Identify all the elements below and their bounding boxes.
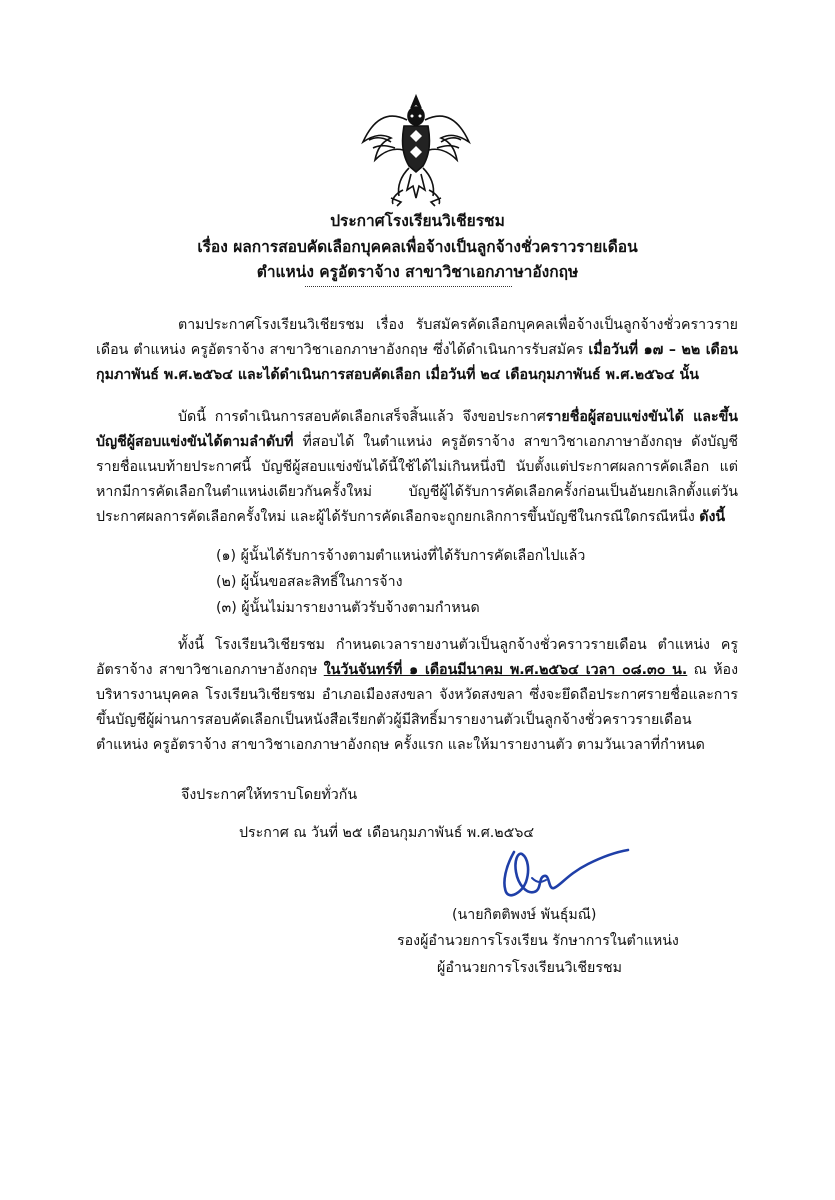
- paragraph-background: [96, 313, 738, 388]
- condition-item: (๒) ผู้นั้นขอสละสิทธิ์ในการจ้าง: [216, 574, 403, 590]
- condition-item: (๓) ผู้นั้นไม่มารายงานตัวรับจ้างตามกำหนด: [216, 600, 480, 616]
- signature-image: [492, 842, 632, 906]
- paragraph-text: ณ ห้องบริหารงานบุคคล โรงเรียนวิเชียรชม อำเภอเมืองสงขลา จังหวัดสงขลา ซึ่งจะยึดถือประกาศรายชื่อและการขึ้นบัญชีผู้ผ่านการสอบคัดเลือกเป็นหนังสือเรียกตัวผู้มีสิทธิ์มารายงานตัวเป็นลูกจ้างชั่วคราวรายเดือน ตำแหน่ง ครูอัตราจ้าง สาขาวิชาเอกภาษาอังกฤษ ครั้งแรก และให้มารายงานตัว ตามวันเวลาที่กำหนด: [96, 662, 738, 753]
- garuda-emblem: [357, 90, 475, 208]
- condition-item: (๑) ผู้นั้นได้รับการจ้างตามตำแหน่งที่ได้รับการคัดเลือกไปแล้ว: [216, 548, 586, 564]
- paragraph-bold-following: ดังนี้: [699, 509, 726, 525]
- position-title: ตำแหน่ง ครูอัตราจ้าง สาขาวิชาเอกภาษาอังกฤษ: [256, 263, 579, 281]
- paragraph-report-schedule: [96, 633, 738, 758]
- dotted-divider: [305, 286, 512, 287]
- paragraph-bold-dates: เมื่อวันที่ ๑๗ – ๒๒ เดือนกุมภาพันธ์ พ.ศ.๒๕๖๔ และได้ดำเนินการสอบคัดเลือก เมื่อวันที่ ๒๔ เดือนกุมภาพันธ์ พ.ศ.๒๕๖๔ นั้น: [96, 342, 738, 383]
- signer-position: รองผู้อำนวยการโรงเรียน รักษาการในตำแหน่ง: [397, 933, 679, 949]
- paragraph-text: บัดนี้ การดำเนินการสอบคัดเลือกเสร็จสิ้นแล้ว จึงขอประกาศ: [178, 409, 546, 425]
- signer-organization: ผู้อำนวยการโรงเรียนวิเชียรชม: [437, 960, 622, 976]
- announcement-date: ประกาศ ณ วันที่ ๒๕ เดือนกุมภาพันธ์ พ.ศ.๒๕๖๔: [239, 825, 535, 841]
- report-date-underlined: ในวันจันทร์ที่ ๑ เดือนมีนาคม พ.ศ.๒๕๖๔ เวลา ๐๘.๓๐ น.: [323, 662, 688, 678]
- paragraph-bold-list: รายชื่อผู้สอบแข่งขันได้ และขึ้นบัญชีผู้สอบแข่งขันได้ตามลำดับที่: [96, 409, 738, 450]
- paragraph-text: ตามประกาศโรงเรียนวิเชียรชม เรื่อง รับสมัครคัดเลือกบุคคลเพื่อจ้างเป็นลูกจ้างชั่วคราวรายเดือน ตำแหน่ง ครูอัตราจ้าง สาขาวิชาเอกภาษาอังกฤษ ซึ่งได้ดำเนินการรับสมัคร: [96, 317, 738, 358]
- announcement-subject: เรื่อง ผลการสอบคัดเลือกบุคคลเพื่อจ้างเป็นลูกจ้างชั่วคราวรายเดือน: [197, 238, 638, 256]
- closing-statement: จึงประกาศให้ทราบโดยทั่วกัน: [181, 787, 358, 803]
- signer-name: (นายกิตติพงษ์ พันธุ์มณี): [452, 907, 597, 923]
- announcement-title: ประกาศโรงเรียนวิเชียรชม: [330, 212, 505, 230]
- paragraph-results: [96, 405, 738, 530]
- paragraph-text: ทั้งนี้ โรงเรียนวิเชียรชม กำหนดเวลารายงานตัวเป็นลูกจ้างชั่วคราวรายเดือน ตำแหน่ง ครูอัตราจ้าง สาขาวิชาเอกภาษาอังกฤษ: [96, 637, 738, 678]
- paragraph-text: ที่สอบได้ ในตำแหน่ง ครูอัตราจ้าง สาขาวิชาเอกภาษาอังกฤษ ดังบัญชีรายชื่อแนบท้ายประกาศนี้ บัญชีผู้สอบแข่งขันได้นี้ใช้ได้ไม่เกินหนึ่งปี นับตั้งแต่ประกาศผลการคัดเลือก แต่หากมีการคัดเลือกในตำแหน่งเดียวกันครั้งใหม่ บัญชีผู้ได้รับการคัดเลือกครั้งก่อนเป็นอันยกเลิกตั้งแต่วันประกาศผลการคัดเลือกครั้งใหม่ และผู้ได้รับการคัดเลือกจะถูกยกเลิกการขึ้นบัญชีในกรณีใดกรณีหนึ่ง: [96, 434, 738, 525]
